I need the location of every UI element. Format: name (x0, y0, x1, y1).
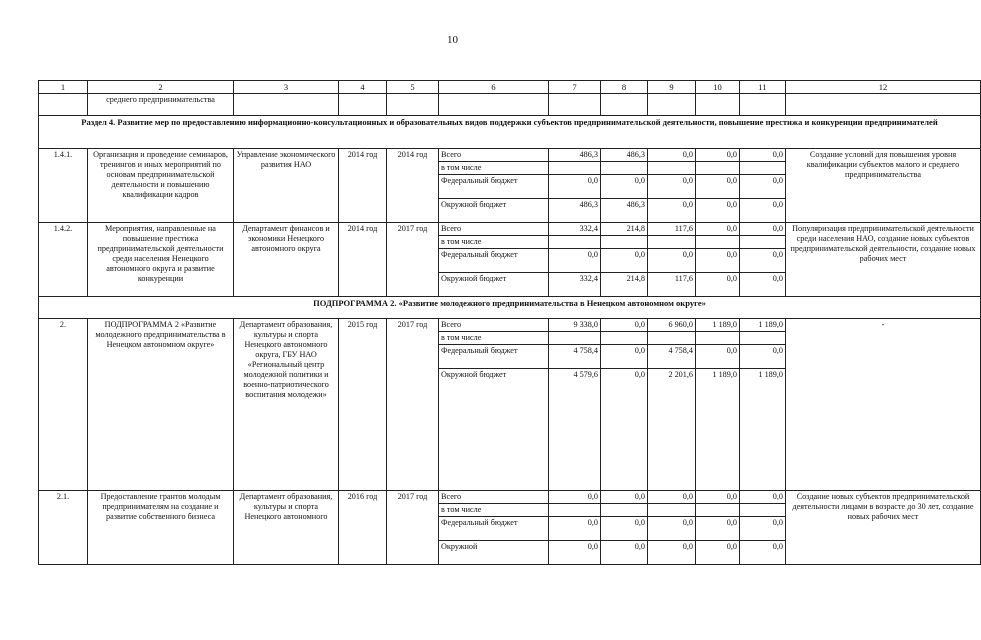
cell-name: Организация и проведение семинаров, тренингов и иных мероприятий по основам предпринимательской деятельности и повышению квалификации кадров (88, 149, 234, 223)
cell-executor: Департамент образования, культуры и спорта Ненецкого автономного округа, ГБУ НАО «Региональный центр молодежной политики и военно-патриотического воспитания молодежи» (234, 319, 339, 491)
cell-amount: 486,3 (549, 149, 601, 162)
cell-amount (648, 236, 696, 249)
cell-end: 2017 год (387, 319, 439, 491)
cell-amount: 214,8 (601, 223, 648, 236)
cell-end: 2014 год (387, 149, 439, 223)
header-col-12: 12 (786, 81, 981, 94)
cell-amount: 4 579,6 (549, 369, 601, 491)
cell-source: в том числе (439, 236, 549, 249)
cell-num: 2.1. (39, 491, 88, 565)
cell-amount: 0,0 (648, 175, 696, 199)
cell-amount (601, 504, 648, 517)
cell-source: в том числе (439, 162, 549, 175)
table-row (39, 223, 981, 236)
program-table (38, 80, 981, 565)
header-col-10: 10 (696, 81, 740, 94)
table-row (39, 319, 981, 332)
cell-amount (696, 504, 740, 517)
cell-amount (648, 332, 696, 345)
cell-source: Всего (439, 149, 549, 162)
cell-amount (601, 162, 648, 175)
cell-amount: 0,0 (648, 541, 696, 565)
cell-start: 2016 год (339, 491, 387, 565)
cell-amount (696, 236, 740, 249)
cell-amount: 0,0 (696, 149, 740, 162)
header-col-1: 1 (39, 81, 88, 94)
cell-amount: 9 338,0 (549, 319, 601, 332)
section-heading-row (39, 116, 981, 149)
cell-amount: 486,3 (601, 199, 648, 223)
cell-amount: 0,0 (648, 491, 696, 504)
cell-amount: 0,0 (696, 273, 740, 297)
cell-amount: 0,0 (740, 175, 786, 199)
cell-executor: Управление экономического развития НАО (234, 149, 339, 223)
cell-source: Окружной (439, 541, 549, 565)
cell-executor: Департамент финансов и экономики Ненецкого автономного округа (234, 223, 339, 297)
header-col-9: 9 (648, 81, 696, 94)
table-row (39, 491, 981, 504)
cell-amount: 0,0 (696, 345, 740, 369)
cell-amount (549, 236, 601, 249)
cell-amount: 0,0 (601, 369, 648, 491)
header-col-8: 8 (601, 81, 648, 94)
cell-start: 2014 год (339, 223, 387, 297)
cell-amount (549, 332, 601, 345)
cell-amount (648, 504, 696, 517)
header-row (39, 81, 981, 94)
subprogram-2-heading: ПОДПРОГРАММА 2. «Развитие молодежного предпринимательства в Ненецком автономном округе» (39, 297, 981, 319)
cell-amount: 1 189,0 (696, 319, 740, 332)
cell-source: в том числе (439, 332, 549, 345)
cell-amount: 0,0 (648, 249, 696, 273)
cell-source: Окружной бюджет (439, 273, 549, 297)
header-col-7: 7 (549, 81, 601, 94)
cell-amount: 486,3 (549, 199, 601, 223)
cell-end: 2017 год (387, 491, 439, 565)
cell-amount: 0,0 (740, 345, 786, 369)
cell-amount: 486,3 (601, 149, 648, 162)
cell-source: Федеральный бюджет (439, 175, 549, 199)
cell-name: среднего предпринимательства (88, 94, 234, 116)
cell-amount: 117,6 (648, 223, 696, 236)
cell-source: Окружной бюджет (439, 369, 549, 491)
cell-amount: 0,0 (740, 273, 786, 297)
cell-amount: 0,0 (740, 517, 786, 541)
header-col-2: 2 (88, 81, 234, 94)
cell-start: 2015 год (339, 319, 387, 491)
cell-executor: Департамент образования, культуры и спорта Ненецкого автономного (234, 491, 339, 565)
cell-amount: 0,0 (740, 541, 786, 565)
cell-amount: 0,0 (549, 517, 601, 541)
cell-num: 2. (39, 319, 88, 491)
page-number: 10 (447, 34, 458, 46)
cell-result: Создание новых субъектов предпринимательской деятельности лицами в возрасте до 30 лет, создание новых рабочих мест (786, 491, 981, 565)
cell-amount: 117,6 (648, 273, 696, 297)
cell-amount: 0,0 (601, 541, 648, 565)
cell-amount (696, 162, 740, 175)
cell-amount: 1 189,0 (740, 319, 786, 332)
cell-amount: 6 960,0 (648, 319, 696, 332)
cell-name: Мероприятия, направленные на повышение престижа предпринимательской деятельности среди населения Ненецкого автономного округа и развитие конкуренции (88, 223, 234, 297)
cell-amount: 332,4 (549, 223, 601, 236)
header-col-11: 11 (740, 81, 786, 94)
cell-amount: 0,0 (740, 199, 786, 223)
cell-amount: 0,0 (601, 345, 648, 369)
cell-amount (740, 236, 786, 249)
table-row (39, 149, 981, 162)
cell-amount: 4 758,4 (549, 345, 601, 369)
cell-amount: 0,0 (696, 175, 740, 199)
cell-amount: 0,0 (549, 541, 601, 565)
cell-amount: 1 189,0 (740, 369, 786, 491)
cell-source: в том числе (439, 504, 549, 517)
header-col-5: 5 (387, 81, 439, 94)
header-col-3: 3 (234, 81, 339, 94)
cell-amount: 214,8 (601, 273, 648, 297)
cell-amount: 0,0 (740, 149, 786, 162)
cell-result: - (786, 319, 981, 491)
header-col-4: 4 (339, 81, 387, 94)
cell-amount: 0,0 (696, 491, 740, 504)
cell-amount: 0,0 (696, 199, 740, 223)
cell-amount: 0,0 (601, 517, 648, 541)
cell-amount: 0,0 (601, 175, 648, 199)
cell-amount: 0,0 (601, 319, 648, 332)
cell-amount: 0,0 (549, 491, 601, 504)
cell-source: Всего (439, 491, 549, 504)
cell-amount: 0,0 (648, 517, 696, 541)
subprogram-heading-row (39, 297, 981, 319)
cell-num (39, 94, 88, 116)
cell-num: 1.4.1. (39, 149, 88, 223)
cell-amount: 0,0 (740, 491, 786, 504)
cell-amount: 0,0 (648, 149, 696, 162)
cell-amount: 0,0 (549, 249, 601, 273)
cell-source: Федеральный бюджет (439, 345, 549, 369)
cell-name: ПОДПРОГРАММА 2 «Развитие молодежного предпринимательства в Ненецком автономном округе» (88, 319, 234, 491)
cell-amount: 0,0 (549, 175, 601, 199)
cell-amount: 1 189,0 (696, 369, 740, 491)
cell-name: Предоставление грантов молодым предпринимателям на создание и развитие собственного бизнеса (88, 491, 234, 565)
cell-amount (696, 332, 740, 345)
cell-amount: 0,0 (648, 199, 696, 223)
cell-amount (740, 504, 786, 517)
cell-source: Всего (439, 319, 549, 332)
cell-amount: 0,0 (696, 249, 740, 273)
cell-source: Федеральный бюджет (439, 517, 549, 541)
cell-amount: 332,4 (549, 273, 601, 297)
cell-amount: 0,0 (601, 491, 648, 504)
section-4-heading: Раздел 4. Развитие мер по предоставлению информационно-консультационных и образовательных видов поддержки субъектов предпринимательской деятельности, повышение престижа и конкуренции предпринимателей (39, 116, 981, 149)
cell-amount: 0,0 (740, 223, 786, 236)
cell-start: 2014 год (339, 149, 387, 223)
cell-amount (740, 332, 786, 345)
cell-result: Популяризация предпринимательской деятельности среди населения НАО, создание новых субъектов предпринимательской деятельности, создание новых рабочих мест (786, 223, 981, 297)
cell-amount (549, 504, 601, 517)
cell-amount (601, 236, 648, 249)
cell-amount: 0,0 (696, 541, 740, 565)
cell-result: Создание условий для повышения уровня квалификации субъектов малого и среднего предпринимательства (786, 149, 981, 223)
cell-source: Всего (439, 223, 549, 236)
cell-amount: 4 758,4 (648, 345, 696, 369)
cell-amount (549, 162, 601, 175)
cell-amount (740, 162, 786, 175)
cell-amount: 0,0 (696, 223, 740, 236)
cell-source: Федеральный бюджет (439, 249, 549, 273)
header-col-6: 6 (439, 81, 549, 94)
cell-amount: 0,0 (696, 517, 740, 541)
cell-amount: 2 201,6 (648, 369, 696, 491)
cell-num: 1.4.2. (39, 223, 88, 297)
cell-amount: 0,0 (601, 249, 648, 273)
cell-amount (601, 332, 648, 345)
cell-source: Окружной бюджет (439, 199, 549, 223)
cell-end: 2017 год (387, 223, 439, 297)
continuation-row (39, 94, 981, 116)
cell-amount: 0,0 (740, 249, 786, 273)
cell-amount (648, 162, 696, 175)
